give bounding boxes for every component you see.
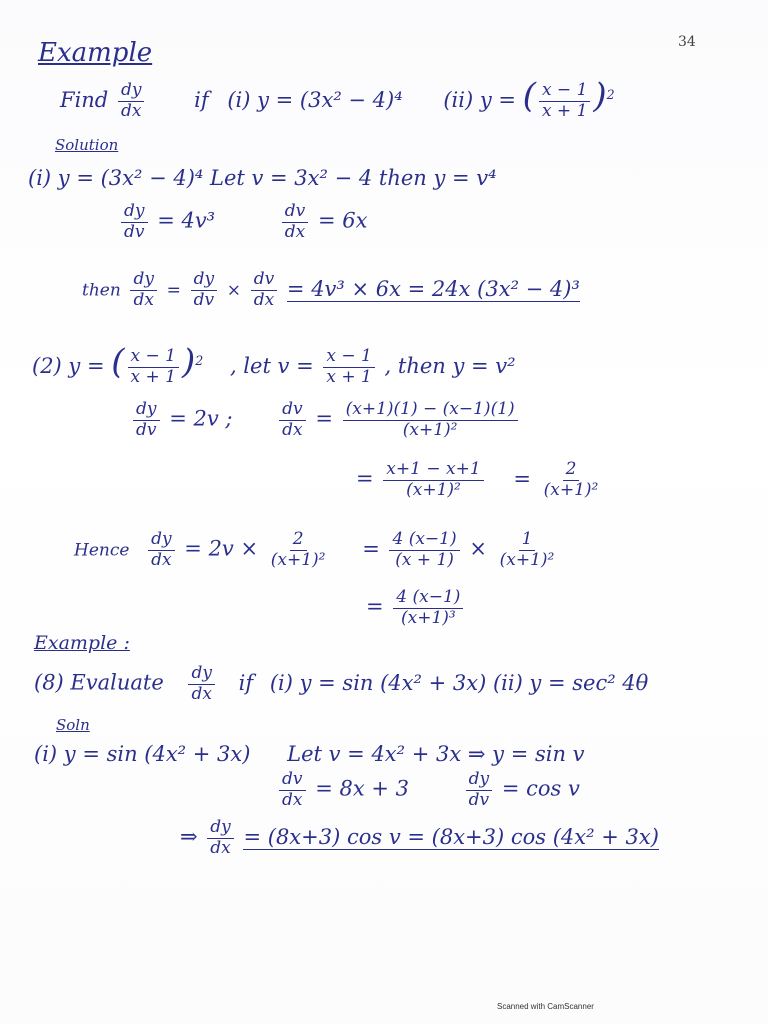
s2-fraction [128, 347, 179, 387]
chain-dydv: $\frac{dy}{dv}$ [191, 270, 218, 310]
s2-dydv-rhs: = 2v ; [169, 406, 233, 431]
soln2-dydv-num: dy [466, 770, 493, 791]
s2-pow: 2 [195, 353, 204, 368]
hence-f1-den: (x+1)² [270, 549, 326, 570]
s2-label: (2) y = [32, 354, 105, 378]
example2-parts: (i) y = sin (4x² + 3x) (ii) y = sec² 4θ [269, 670, 649, 695]
dy-dx-fraction [118, 81, 145, 121]
dy-text: dy [118, 81, 145, 102]
soln2-l1: (i) y = sin (4x² + 3x) [34, 742, 251, 766]
hence-word: Hence [74, 540, 130, 561]
s2-simp-r-den: (x+1)² [543, 479, 599, 500]
chain-dydx: $\frac{dy}{dx}$ [130, 270, 157, 310]
soln2-dvdx-num: dv [279, 770, 306, 791]
dvdx-fraction [282, 202, 309, 242]
page-number: 34 [678, 34, 696, 50]
if-word: if [194, 88, 209, 112]
soln2-final-rhs: = (8x+3) cos v = (8x+3) cos (4x² + 3x) [243, 824, 659, 849]
part-ii-power: 2 [606, 87, 615, 102]
hence-times: × [469, 536, 487, 561]
then-word: then [82, 280, 121, 301]
soln2-let: Let v = 4x² + 3x ⇒ y = sin v [287, 742, 585, 766]
example2-question [34, 664, 648, 704]
soln2-dydv [466, 770, 493, 810]
example2-if: if [238, 670, 254, 695]
example-question: Find $\frac{dy}{dx}$ if (i) y = (3x² − 4)⁴ (ii) y = ( $\frac{x - 1}{x + 1}$ )$^2$ [60, 76, 615, 121]
example-heading: Example [38, 38, 153, 68]
s2-simp-num: x+1 − x+1 [383, 460, 483, 481]
scanner-watermark: Scanned with CamScanner [497, 1002, 594, 1011]
s2-dvdx: $\frac{dv}{dx}$ [279, 400, 306, 440]
hence-final-fraction [393, 588, 463, 628]
hence-f2 [389, 530, 459, 570]
s2-simp-fraction [383, 460, 483, 500]
soln2-dvdx-den: dx [282, 789, 303, 810]
example2-dx: dx [191, 683, 212, 704]
s2-v-fraction [323, 347, 374, 387]
soln2-final-dx: dx [210, 837, 231, 858]
hence-final: = $\frac{4 (x-1)}{\text{(x+1)³}}$ [366, 588, 466, 628]
dydv-rhs: = 4v³ [157, 208, 216, 233]
example2-evaluate: (8) Evaluate [34, 670, 164, 695]
soln2-line1 [34, 742, 585, 766]
soln2-dydv-den: dv [468, 789, 490, 810]
part-ii-denominator: x + 1 [541, 101, 588, 121]
part-ii-fraction [539, 81, 590, 121]
example2-dydx [188, 664, 215, 704]
hence-f3 [497, 530, 558, 570]
hence-line: Hence $\frac{dy}{dx}$ = 2v × $\frac{2}{\text{(x+1)²}}$ = $\frac{4 (x-1)}{(x + 1)}$ × $\frac{1}{\text{(x+1)²}}$ [74, 530, 560, 570]
s2-num: x − 1 [128, 347, 179, 368]
find-word: Find [60, 88, 109, 112]
hence-f1-num: 2 [290, 530, 307, 551]
soln2-derivatives [276, 770, 580, 810]
dvdx-den: dx [284, 221, 306, 242]
s2-dydv: $\frac{dy}{dv}$ [133, 400, 160, 440]
s2-v-den: x + 1 [326, 367, 372, 387]
soln2-dydv-rhs: = cos v [501, 776, 580, 801]
soln2-implies: ⇒ [180, 824, 198, 849]
hence-dy: dy [148, 530, 175, 551]
s2-den: x + 1 [130, 367, 176, 387]
hence-f1 [268, 530, 329, 570]
soln2-dvdx-rhs: = 8x + 3 [315, 776, 409, 801]
soln2-final-dydx [207, 818, 234, 858]
solution-2-simplify: = $\frac{x+1 - x+1}{\text{(x+1)²}}$ = $\frac{2}{\text{(x+1)²}}$ [356, 460, 604, 500]
soln2-final [180, 818, 659, 858]
s2-simp-r-num: 2 [563, 460, 580, 481]
dydv-fraction [121, 202, 148, 242]
s2-v-num: x − 1 [323, 347, 374, 368]
solution-2-line1: (2) y = ( $\frac{x - 1}{x + 1}$ )$^2$ , let v = $\frac{x - 1}{x + 1}$ , then y = v² [32, 342, 516, 387]
dvdx-rhs: = 6x [317, 208, 368, 233]
soln2-final-dy: dy [207, 818, 234, 839]
hence-final-num: 4 (x−1) [393, 588, 463, 609]
dydv-num: dy [121, 202, 148, 223]
chain-dvdx: $\frac{dv}{dx}$ [251, 270, 278, 310]
s2-simp-result [541, 460, 602, 500]
hence-dydx [148, 530, 175, 570]
s2-let: , let v = [229, 354, 314, 378]
example2-heading: Example : [34, 632, 130, 654]
hence-f2-den: (x + 1) [395, 549, 454, 570]
soln2-dvdx [279, 770, 306, 810]
solution-1-chain: then $\frac{dy}{dx}$ = $\frac{dy}{dv}$ × $\frac{dv}{dx}$ = 4v³ × 6x = 24x (3x² − 4)³ [82, 269, 580, 310]
hence-eq: = 2v × [184, 536, 259, 561]
hence-f3-num: 1 [519, 530, 536, 551]
part-ii-numerator: x − 1 [539, 81, 590, 102]
chain-result: = 4v³ × 6x = 24x (3x² − 4)³ [286, 276, 580, 301]
solution-1-line1: (i) y = (3x² − 4)⁴ Let v = 3x² − 4 then y = v⁴ [28, 166, 497, 190]
example2-dy: dy [188, 664, 215, 685]
hence-f2-num: 4 (x−1) [389, 530, 459, 551]
s2-dvdx-fraction [343, 400, 518, 440]
s2-dvdx-num: (x+1)(1) − (x−1)(1) [343, 400, 518, 421]
solution-heading: Solution [55, 136, 119, 154]
s2-simp-den: (x+1)² [406, 479, 461, 500]
hence-dx: dx [151, 549, 172, 570]
hence-f3-den: (x+1)² [499, 549, 555, 570]
s2-then: , then y = v² [384, 354, 516, 378]
dvdx-num: dv [282, 202, 309, 223]
part-i: (i) y = (3x² − 4)⁴ [227, 88, 403, 112]
solution-2-derivatives: $\frac{dy}{dv}$ = 2v ; $\frac{dv}{dx}$ = $\frac{(x+1)(1) - (x-1)(1)}{\text{(x+1)²}}$ [130, 400, 521, 440]
hence-final-den: (x+1)³ [401, 607, 456, 628]
dydv-den: dv [124, 221, 145, 242]
s2-dvdx-den: (x+1)² [402, 419, 458, 440]
dx-text: dx [120, 101, 142, 121]
part-ii-lead: (ii) y = [443, 88, 516, 112]
soln2-heading: Soln [56, 716, 90, 734]
solution-1-derivatives [118, 202, 367, 242]
